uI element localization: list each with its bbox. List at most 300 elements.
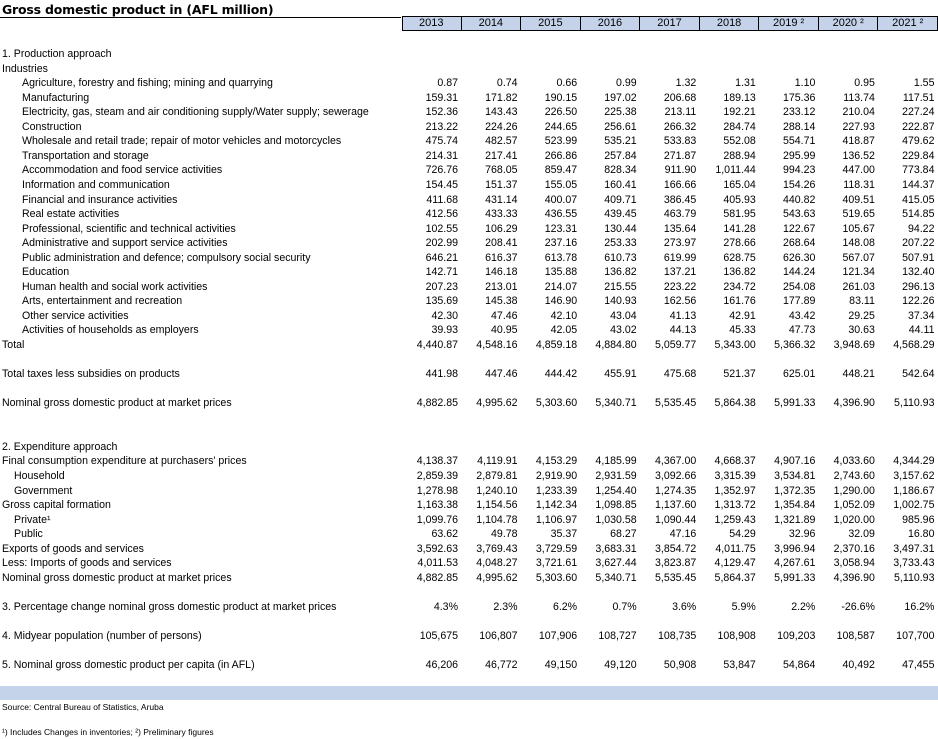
row-value: 1,259.43	[714, 513, 756, 526]
row-value: 4,119.91	[477, 455, 518, 468]
row-value: 431.14	[485, 193, 518, 206]
row-value: 5,864.37	[714, 571, 756, 584]
row-value: 3,996.94	[774, 542, 816, 555]
row-value: 415.05	[902, 193, 935, 206]
row-value: 1,186.67	[893, 484, 935, 497]
row-value: 141.28	[723, 222, 756, 235]
row-value: 171.82	[485, 91, 518, 104]
row-value: 3,092.66	[654, 469, 697, 482]
year-header: 2014	[462, 16, 522, 31]
year-header: 2017	[640, 16, 700, 31]
row-label: Gross capital formation	[2, 499, 111, 512]
row-label: Public	[14, 528, 43, 541]
row-value: 4.3%	[433, 600, 458, 613]
row-value: 444.42	[544, 368, 578, 381]
row-value: 43.42	[788, 309, 816, 322]
table-row	[0, 207, 938, 222]
row-value: 144.37	[902, 178, 935, 191]
row-value: 0.95	[854, 77, 875, 90]
row-value: 5,343.00	[714, 339, 756, 351]
row-value: 140.93	[604, 295, 637, 308]
row-value: 616.37	[485, 251, 518, 264]
row-label: 2. Expenditure approach	[2, 440, 118, 453]
row-value: 40,492	[842, 659, 875, 672]
row-value: 4,011.75	[715, 542, 756, 555]
row-value: 448.21	[842, 368, 875, 381]
source-note: Source: Central Bureau of Statistics, Aruba	[2, 702, 164, 712]
row-value: 109,203	[777, 630, 816, 642]
row-value: 5,110.93	[894, 571, 935, 584]
row-value: 646.21	[425, 251, 458, 264]
row-value: 40.95	[491, 324, 518, 337]
row-value: 507.91	[902, 251, 935, 264]
table-row	[0, 222, 938, 237]
row-value: 2,919.90	[535, 469, 578, 482]
row-value: 192.21	[723, 106, 756, 119]
table-row	[0, 236, 938, 251]
row-value: 4,907.16	[774, 455, 816, 468]
row-value: 49,120	[604, 659, 637, 672]
row-value: 210.04	[842, 106, 875, 119]
row-value: 625.01	[782, 368, 816, 381]
table-row	[0, 513, 938, 528]
row-value: 482.57	[485, 135, 518, 148]
table-row	[0, 280, 938, 295]
row-value: 32.96	[788, 528, 816, 541]
row-value: 44.11	[908, 324, 935, 337]
row-value: 859.47	[544, 164, 578, 177]
row-value: 441.98	[425, 368, 458, 381]
row-value: 1,254.40	[595, 484, 637, 497]
table-row	[0, 644, 938, 659]
row-value: 2,879.81	[476, 469, 518, 482]
row-value: 142.71	[425, 266, 458, 279]
row-value: 45.33	[729, 324, 756, 337]
row-label: Nominal gross domestic product at market prices	[2, 397, 232, 410]
row-label: Manufacturing	[22, 91, 90, 104]
row-value: 145.38	[485, 295, 518, 308]
row-value: 107,700	[896, 630, 935, 642]
row-value: 4,396.90	[833, 571, 875, 584]
row-value: 552.08	[723, 135, 756, 148]
row-value: 1,278.98	[416, 484, 458, 497]
table-row	[0, 484, 938, 499]
row-value: 108,735	[657, 630, 697, 642]
row-value: 440.82	[782, 193, 816, 206]
row-value: 266.32	[663, 120, 697, 133]
table-row	[0, 411, 938, 426]
row-label: Agriculture, forestry and fishing; mining and quarrying	[22, 77, 273, 90]
row-label: 5. Nominal gross domestic product per capita (in AFL)	[2, 659, 255, 672]
row-value: 175.36	[782, 91, 816, 104]
row-value: 3,823.87	[654, 557, 697, 570]
table-row	[0, 62, 938, 77]
table-row	[0, 571, 938, 586]
bottom-band	[0, 686, 938, 700]
table-row	[0, 585, 938, 600]
row-value: 105,675	[419, 630, 458, 642]
row-value: 5,864.38	[714, 397, 756, 410]
row-value: 105.67	[842, 222, 875, 235]
row-value: 177.89	[782, 295, 816, 308]
row-value: 214.31	[425, 149, 458, 162]
row-value: 206.68	[663, 91, 697, 104]
row-value: 108,727	[598, 630, 637, 642]
row-value: 37.34	[907, 309, 935, 322]
row-value: 3,497.31	[893, 542, 935, 555]
row-value: 828.34	[604, 164, 637, 177]
row-label: Wholesale and retail trade; repair of motor vehicles and motorcycles	[22, 135, 342, 148]
row-label: 4. Midyear population (number of persons)	[2, 630, 202, 642]
row-label: Professional, scientific and technical activities	[22, 222, 236, 235]
row-value: 3,315.39	[714, 469, 756, 482]
row-value: 514.85	[902, 208, 935, 221]
row-value: 3,948.69	[833, 339, 875, 351]
row-value: 106,807	[479, 630, 518, 642]
table-row	[0, 338, 938, 353]
table-row	[0, 454, 938, 469]
table-row	[0, 265, 938, 280]
row-value: 227.24	[902, 106, 935, 119]
row-label: Industries	[2, 62, 48, 75]
row-value: 1,233.39	[535, 484, 578, 497]
row-label: Arts, entertainment and recreation	[22, 295, 183, 308]
row-value: 447.00	[842, 164, 875, 177]
table-row	[0, 105, 938, 120]
row-value: 6.2%	[552, 600, 578, 613]
table-row	[0, 498, 938, 513]
row-value: 768.05	[485, 164, 518, 177]
row-value: 0.99	[616, 77, 637, 90]
row-value: 5,340.71	[595, 397, 637, 410]
year-header: 2013	[402, 16, 462, 31]
row-value: 1,321.89	[774, 513, 816, 526]
row-value: 554.71	[782, 135, 816, 148]
row-value: 50,908	[663, 659, 697, 672]
row-value: 4,185.99	[595, 455, 637, 468]
row-value: 229.84	[902, 149, 935, 162]
row-value: 4,129.47	[714, 557, 756, 570]
row-value: 47.16	[669, 528, 697, 541]
row-value: 42.30	[431, 309, 458, 322]
row-value: 165.04	[723, 178, 756, 191]
table-row	[0, 440, 938, 455]
table-row	[0, 149, 938, 164]
row-value: 5,340.71	[595, 571, 637, 584]
row-value: 521.37	[723, 368, 756, 381]
row-value: 3,592.63	[416, 542, 458, 555]
row-value: 610.73	[604, 251, 637, 264]
row-value: 1,290.00	[833, 484, 875, 497]
row-value: 4,440.87	[416, 339, 458, 351]
row-value: 122.26	[902, 295, 935, 308]
row-value: 4,568.29	[893, 339, 935, 351]
row-value: 726.76	[425, 164, 458, 177]
row-value: 266.86	[544, 149, 578, 162]
row-value: 1,098.85	[595, 499, 637, 512]
row-value: 1,052.09	[833, 499, 875, 512]
row-value: 225.38	[604, 106, 637, 119]
table-title: Gross domestic product in (AFL million)	[2, 2, 274, 17]
title-underline	[0, 17, 401, 18]
row-value: 162.56	[663, 295, 697, 308]
row-label: Information and communication	[22, 178, 170, 191]
row-value: 46,772	[485, 659, 518, 672]
row-value: 160.41	[604, 178, 637, 191]
row-value: 4,344.29	[893, 455, 935, 468]
row-value: 1,002.75	[893, 499, 935, 512]
row-value: 136.82	[604, 266, 637, 279]
table-row	[0, 193, 938, 208]
row-value: 42.10	[550, 309, 578, 322]
row-value: 4,859.18	[535, 339, 578, 351]
row-value: 108,587	[836, 630, 875, 642]
row-value: 5.9%	[731, 600, 756, 613]
row-value: 4,548.16	[476, 339, 518, 351]
table-row	[0, 294, 938, 309]
row-value: 154.26	[782, 178, 816, 191]
row-label: Household	[14, 469, 65, 482]
row-value: 197.02	[604, 91, 637, 104]
row-value: 5,303.60	[535, 397, 578, 410]
table-row	[0, 614, 938, 629]
row-value: 43.02	[610, 324, 637, 337]
table-row	[0, 309, 938, 324]
row-value: 4,048.27	[476, 557, 518, 570]
table-row	[0, 178, 938, 193]
row-value: 463.79	[663, 208, 697, 221]
row-value: 151.37	[485, 178, 518, 191]
row-value: 0.66	[556, 77, 578, 90]
row-value: 224.26	[485, 120, 518, 133]
row-value: 217.41	[485, 149, 518, 162]
row-label: Education	[22, 266, 70, 279]
table-row	[0, 323, 938, 338]
row-value: 108,908	[717, 630, 756, 642]
row-value: 135.69	[425, 295, 458, 308]
row-value: 619.99	[663, 251, 697, 264]
row-value: 5,991.33	[774, 397, 816, 410]
table-row	[0, 120, 938, 135]
row-value: 146.90	[544, 295, 578, 308]
row-value: 773.84	[902, 164, 935, 177]
table-row	[0, 556, 938, 571]
year-header: 2016	[581, 16, 641, 31]
row-value: 2,931.59	[595, 469, 637, 482]
row-value: 439.45	[604, 208, 637, 221]
row-value: 3,729.59	[535, 542, 578, 555]
row-value: 1,142.34	[535, 499, 578, 512]
row-value: 535.21	[604, 135, 637, 148]
row-value: 213.11	[664, 106, 697, 119]
row-value: 213.22	[425, 120, 458, 133]
row-value: 215.55	[604, 280, 637, 293]
row-value: 4,033.60	[833, 455, 875, 468]
row-value: 53,847	[723, 659, 756, 672]
row-value: 83.11	[849, 295, 875, 308]
row-value: 49.78	[491, 528, 518, 541]
row-value: 118.31	[843, 178, 875, 191]
row-value: 254.08	[782, 280, 816, 293]
row-value: 1,090.44	[654, 513, 697, 526]
row-value: 2,859.39	[416, 469, 458, 482]
row-value: 42.91	[729, 309, 756, 322]
row-value: 237.16	[544, 237, 578, 250]
footnote: ¹) Includes Changes in inventories; ²) Preliminary figures	[2, 727, 214, 737]
row-value: 1.31	[735, 77, 756, 90]
table-row	[0, 629, 938, 644]
row-value: 3.6%	[672, 600, 697, 613]
row-value: -26.6%	[841, 600, 875, 613]
row-value: 32.09	[848, 528, 875, 541]
row-value: 2.3%	[493, 600, 518, 613]
row-value: 1,011.44	[715, 164, 756, 177]
row-value: 455.91	[604, 368, 637, 381]
table-row	[0, 91, 938, 106]
row-label: Transportation and storage	[22, 149, 149, 162]
row-value: 447.46	[485, 368, 518, 381]
row-value: 567.07	[842, 251, 875, 264]
row-value: 1,154.56	[476, 499, 518, 512]
row-value: 234.72	[723, 280, 756, 293]
row-label: Nominal gross domestic product at market prices	[2, 571, 232, 584]
row-label: Accommodation and food service activities	[22, 164, 223, 177]
row-value: 39.93	[431, 324, 458, 337]
table-row	[0, 251, 938, 266]
row-value: 1.32	[675, 77, 697, 90]
row-value: 985.96	[902, 513, 935, 526]
row-value: 581.95	[723, 208, 756, 221]
row-value: 418.87	[842, 135, 875, 148]
row-value: 1,106.97	[535, 513, 578, 526]
row-value: 2.2%	[791, 600, 816, 613]
row-value: 222.87	[902, 120, 935, 133]
row-value: 135.88	[544, 266, 578, 279]
row-value: 3,854.72	[654, 542, 697, 555]
row-value: 4,153.29	[535, 455, 578, 468]
row-value: 63.62	[431, 528, 458, 541]
row-value: 3,683.31	[595, 542, 637, 555]
row-value: 47.73	[788, 324, 816, 337]
row-value: 1,354.84	[774, 499, 816, 512]
row-value: 226.50	[544, 106, 578, 119]
row-value: 135.64	[663, 222, 697, 235]
row-value: 207.22	[902, 237, 935, 250]
row-value: 261.03	[842, 280, 875, 293]
table-row	[0, 134, 938, 149]
row-value: 519.65	[842, 208, 875, 221]
table-row	[0, 382, 938, 397]
row-value: 284.74	[723, 120, 756, 133]
row-value: 4,995.62	[476, 571, 518, 584]
row-value: 5,991.33	[774, 571, 816, 584]
row-value: 295.99	[782, 149, 816, 162]
row-value: 68.27	[610, 528, 637, 541]
row-value: 136.82	[723, 266, 756, 279]
row-value: 43.04	[610, 309, 637, 322]
row-value: 626.30	[782, 251, 816, 264]
row-value: 202.99	[425, 237, 458, 250]
row-value: 4,396.90	[833, 397, 875, 410]
row-value: 400.07	[544, 193, 578, 206]
row-value: 253.33	[604, 237, 637, 250]
row-value: 130.44	[604, 222, 637, 235]
row-value: 296.13	[902, 280, 935, 293]
row-value: 436.55	[544, 208, 578, 221]
row-value: 94.22	[907, 222, 935, 235]
year-header: 2020 ²	[819, 16, 879, 31]
row-label: Final consumption expenditure at purchasers' prices	[2, 455, 247, 468]
row-value: 47.46	[491, 309, 518, 322]
row-value: 244.65	[544, 120, 578, 133]
row-value: 1,020.00	[833, 513, 875, 526]
row-label: Activities of households as employers	[22, 324, 199, 337]
row-value: 144.24	[782, 266, 816, 279]
row-label: Government	[14, 484, 73, 497]
row-value: 4,011.53	[417, 557, 458, 570]
row-value: 143.43	[485, 106, 518, 119]
row-value: 5,366.32	[774, 339, 816, 351]
row-value: 107,906	[538, 630, 578, 642]
row-label: Real estate activities	[22, 208, 120, 221]
table-row	[0, 600, 938, 615]
row-value: 613.78	[544, 251, 578, 264]
row-value: 475.74	[425, 135, 458, 148]
row-value: 1,313.72	[714, 499, 756, 512]
row-value: 213.01	[485, 280, 518, 293]
row-value: 46,206	[425, 659, 458, 672]
table-row	[0, 658, 938, 673]
row-value: 16.80	[907, 528, 935, 541]
year-header: 2018	[700, 16, 760, 31]
row-value: 1,274.35	[654, 484, 697, 497]
row-value: 146.18	[485, 266, 518, 279]
row-value: 1,163.38	[416, 499, 458, 512]
row-value: 3,157.62	[893, 469, 935, 482]
row-value: 106.29	[485, 222, 518, 235]
row-value: 543.63	[782, 208, 816, 221]
table-row	[0, 163, 938, 178]
row-value: 44.13	[669, 324, 697, 337]
row-value: 3,733.43	[893, 557, 935, 570]
row-value: 475.68	[663, 368, 697, 381]
row-value: 5,535.45	[654, 397, 697, 410]
table-row	[0, 396, 938, 411]
row-value: 190.15	[544, 91, 578, 104]
row-value: 273.97	[663, 237, 697, 250]
row-value: 3,769.43	[476, 542, 518, 555]
row-label: Less: Imports of goods and services	[2, 557, 172, 570]
row-value: 223.22	[663, 280, 697, 293]
row-label: Total taxes less subsidies on products	[2, 368, 180, 381]
row-value: 1,352.97	[714, 484, 756, 497]
row-value: 278.66	[723, 237, 756, 250]
table-row	[0, 47, 938, 62]
row-label: Public administration and defence; compulsory social security	[22, 251, 311, 264]
row-value: 479.62	[902, 135, 935, 148]
row-value: 411.68	[426, 193, 458, 206]
row-value: 137.21	[663, 266, 697, 279]
row-label: Human health and social work activities	[22, 280, 208, 293]
row-value: 121.34	[842, 266, 875, 279]
row-value: 155.05	[544, 178, 578, 191]
table-row	[0, 353, 938, 368]
row-value: 54.29	[729, 528, 756, 541]
table-row	[0, 425, 938, 440]
row-value: 433.33	[485, 208, 518, 221]
year-header: 2019 ²	[759, 16, 819, 31]
row-value: 16.2%	[904, 600, 935, 613]
